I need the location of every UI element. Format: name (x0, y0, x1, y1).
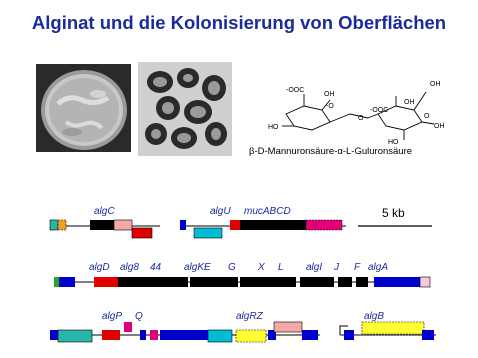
row3-block-blue6 (344, 330, 354, 340)
row3-block-yellow2 (362, 322, 424, 334)
gene-label-mucABCD: mucABCD (244, 206, 291, 217)
row3-block-blue3 (160, 330, 208, 340)
chem-o-2: O (358, 115, 364, 122)
row1-block-cyan (194, 228, 222, 238)
row3-block-magenta (124, 322, 132, 332)
row2-block-black6 (356, 277, 368, 287)
gene-label-Q: Q (135, 311, 143, 322)
chem-oh-4: OH (434, 123, 445, 130)
gene-label-G: G (228, 262, 236, 273)
gene-label-F: F (354, 262, 361, 273)
row2-block-black2 (190, 277, 238, 287)
row3-block-blue5 (302, 330, 318, 340)
gene-row-3 (50, 322, 436, 342)
row2-block-blue2 (374, 277, 420, 287)
row3-block-blue7 (422, 330, 434, 340)
row1-block-pink (114, 220, 132, 230)
gene-row-1 (50, 220, 432, 238)
chem-ooc-1: -OOC (286, 87, 305, 94)
row2-block-black (118, 277, 188, 287)
row2-block-black3 (240, 277, 296, 287)
chem-ho-1: HO (268, 124, 279, 131)
row2-block-red (94, 277, 118, 287)
gene-label-L: L (278, 262, 284, 273)
row2-block-black5 (338, 277, 352, 287)
row1-block-red (132, 228, 152, 238)
row2-block-black4 (300, 277, 334, 287)
row3-block-teal (58, 330, 92, 342)
scale-label: 5 kb (382, 206, 405, 220)
gene-label-algI: algI (306, 262, 323, 273)
row1-block-magenta (306, 220, 342, 230)
row1-block-teal (50, 220, 58, 230)
row1-block-blue (180, 220, 186, 230)
row3-block-cyan (208, 330, 232, 342)
gene-label-X: X (258, 262, 265, 273)
gene-label-J: J (334, 262, 339, 273)
gene-label-44: 44 (150, 262, 162, 273)
gene-label-alg8: alg8 (120, 262, 139, 273)
chem-ho-2: HO (388, 139, 399, 146)
row3-block-yellow (236, 330, 266, 342)
row1-block-black (90, 220, 114, 230)
gene-label-algU: algU (210, 206, 231, 217)
row1-block-orange (58, 220, 66, 230)
row2-block-lightpink (420, 277, 430, 287)
row1-block-red2 (230, 220, 240, 230)
row2-block-green (54, 277, 59, 287)
row3-block-pink (274, 322, 302, 332)
structure-caption: β-D-Mannuronsäure-α-L-Guluronsäure (249, 146, 413, 157)
gene-row-2 (54, 277, 430, 287)
chem-o-1: -O (326, 103, 334, 110)
chem-o-3: O (424, 113, 430, 120)
chem-oh-2: OH (324, 91, 335, 98)
gene-label-algRZ: algRZ (236, 311, 263, 322)
chem-ooc-2: -OOC (370, 107, 389, 114)
chem-oh-1: OH (430, 81, 441, 88)
row1-block-black2 (240, 220, 306, 230)
row3-block-magenta2 (150, 330, 158, 340)
chem-oh-3: OH (404, 99, 415, 106)
row3-block-blue2 (140, 330, 146, 340)
row3-block-red (102, 330, 120, 340)
page-title: Alginat und die Kolonisierung von Oberflächen (31, 12, 447, 33)
row3-block-blue (50, 330, 58, 340)
gene-label-algKE: algKE (184, 262, 211, 273)
gene-label-algD: algD (89, 262, 110, 273)
gene-label-algC: algC (94, 206, 115, 217)
gene-label-algP: algP (102, 311, 123, 322)
gene-label-algB: algB (364, 311, 385, 322)
gene-label-algA: algA (368, 262, 389, 273)
row2-block-blue (59, 277, 75, 287)
